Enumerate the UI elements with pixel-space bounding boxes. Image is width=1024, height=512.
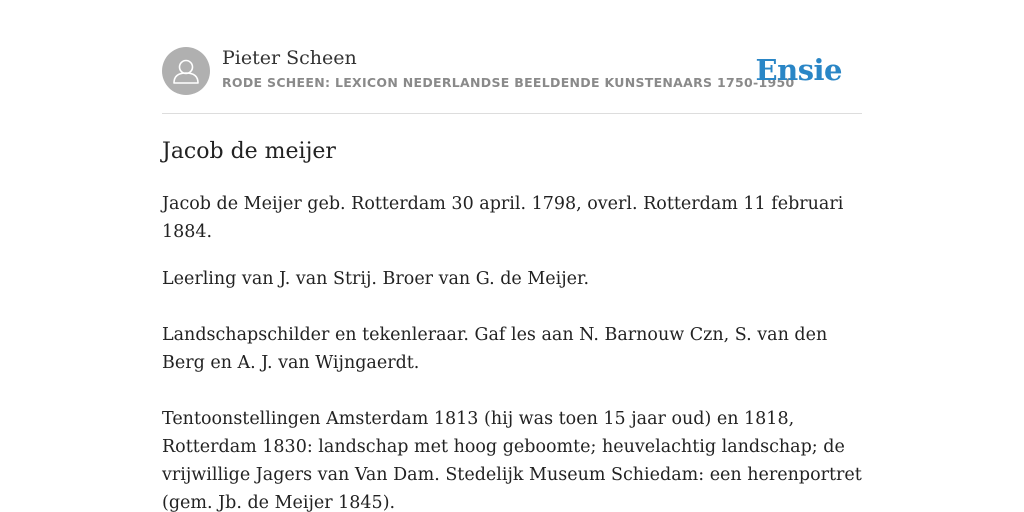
paragraph-exhibitions: Tentoonstellingen Amsterdam 1813 (hij was toen 15 jaar oud) en 1818, Rotterdam 1830: landschap met hoog geboomte; heuvelachtig landschap; de vrijwillige Jagers van Van Dam. Stedelijk Museum Schiedam: een herenportret (gem. Jb. de Meijer 1845). xyxy=(162,409,862,512)
article-header xyxy=(162,46,862,96)
source-label[interactable]: RODE SCHEEN: LEXICON NEDERLANDSE BEELDENDE KUNSTENAARS 1750-1950 xyxy=(222,75,795,90)
user-silhouette-icon xyxy=(162,47,210,95)
paragraph-birth-death: Jacob de Meijer geb. Rotterdam 30 april. 1798, overl. Rotterdam 11 februari 1884. xyxy=(162,194,844,242)
paragraph-teacher: Leerling van J. van Strij. Broer van G. de Meijer. xyxy=(162,269,590,289)
author-name[interactable]: Pieter Scheen xyxy=(222,47,357,69)
article-title: Jacob de meijer xyxy=(162,139,336,164)
ensie-logo[interactable]: Ensie xyxy=(755,53,842,87)
header-divider xyxy=(162,113,862,114)
author-avatar[interactable] xyxy=(162,47,210,95)
article-body xyxy=(162,190,872,512)
paragraph-profession: Landschapschilder en tekenleraar. Gaf les aan N. Barnouw Czn, S. van den Berg en A. J. van Wijngaerdt. xyxy=(162,325,828,373)
